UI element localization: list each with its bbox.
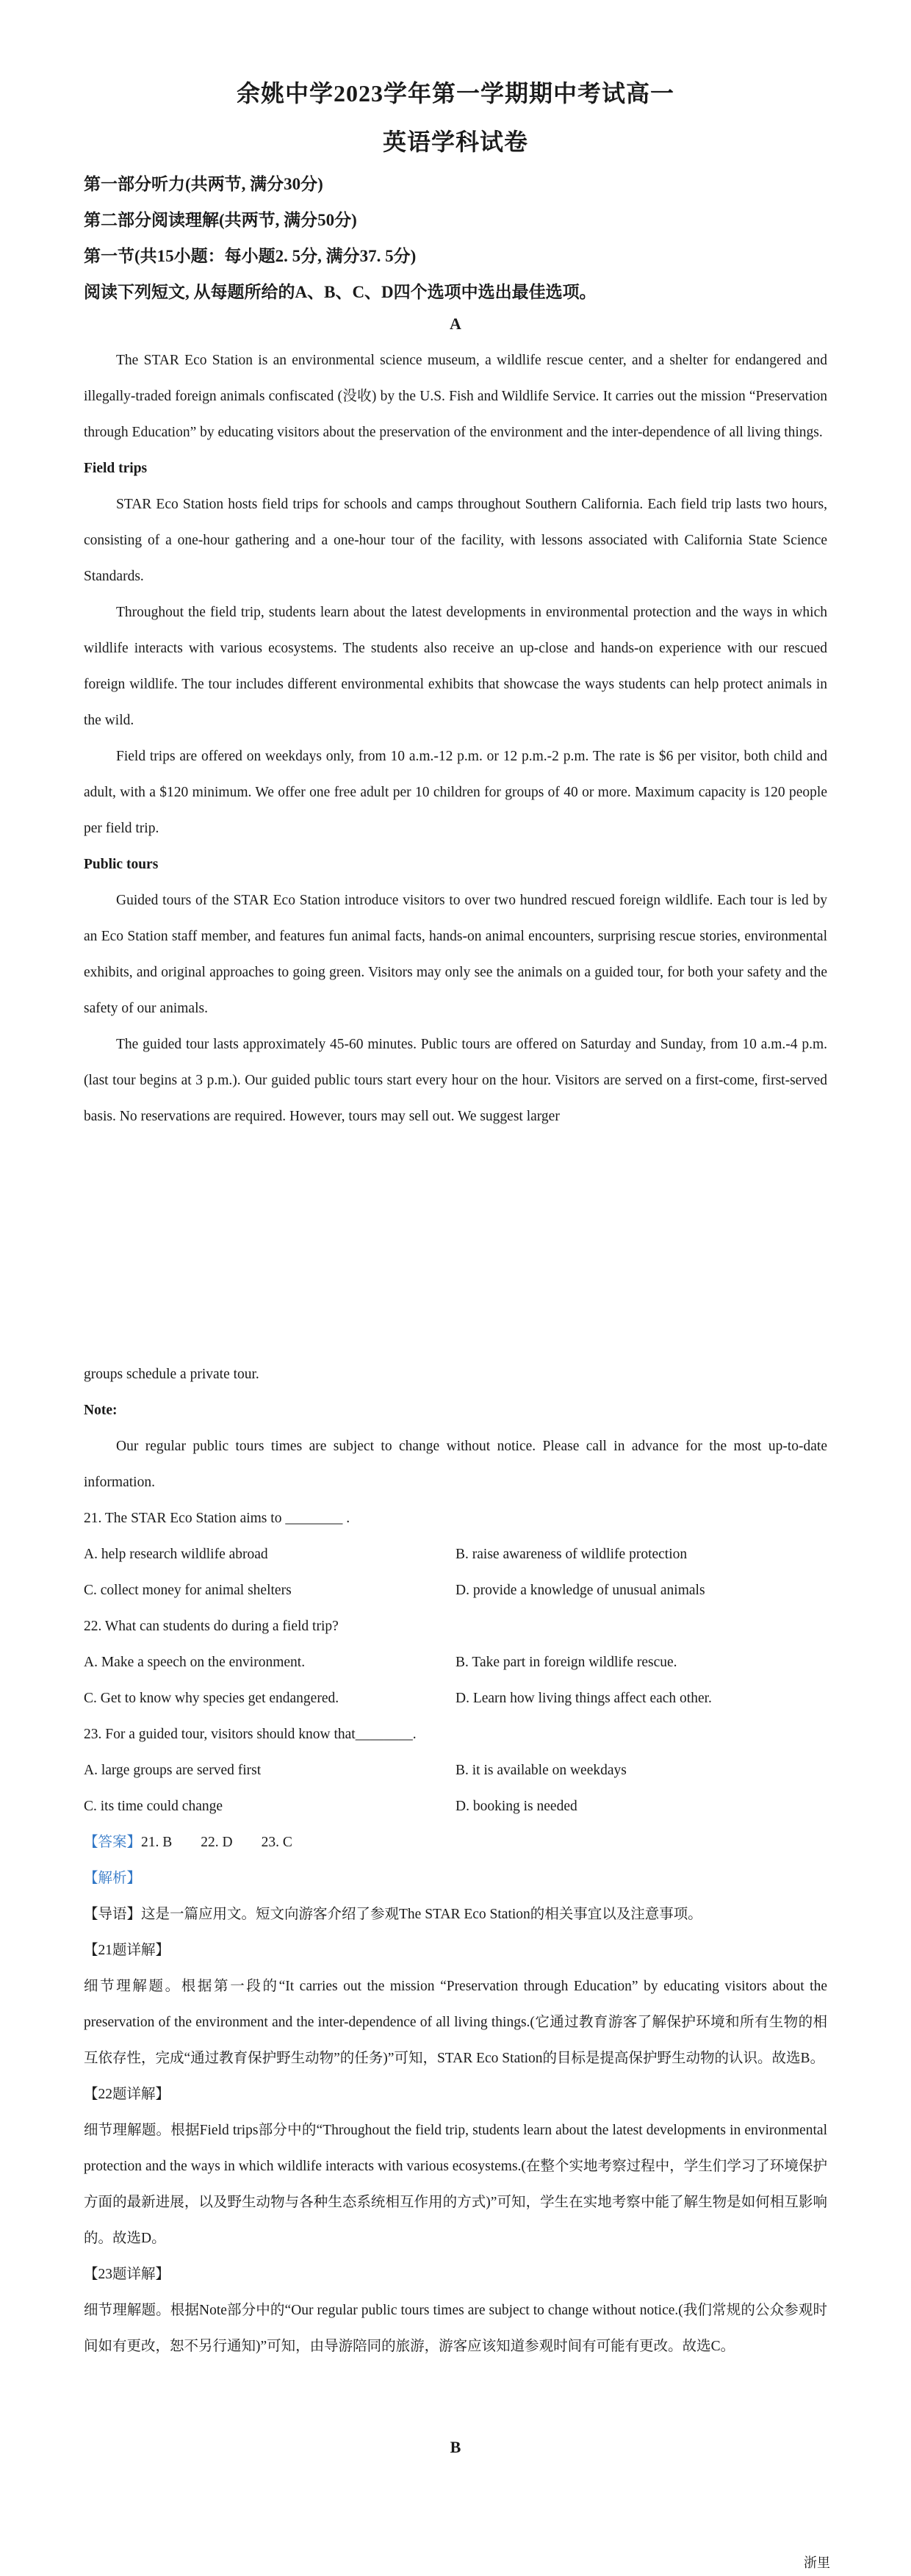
q22-explanation: 细节理解题。根据Field trips部分中的“Throughout the field trip, students learn about the latest developments in environmental protection and the ways in which wildlife interacts with various ecosystems.(在整个实地考察过程中，学生们学习了环境保护方面的最新进展，以及野生动物与各种生态系统相互作用的方式)”可知，学生在实地考察中能了解生物是如何相互影响的。故选D。: [84, 2123, 827, 2246]
exam-subtitle: 英语学科试卷: [382, 129, 528, 155]
instruction-text: 阅读下列短文, 从每题所给的A、B、C、D四个选项中选出最佳选项。: [84, 283, 597, 301]
passage-a-label: A: [450, 314, 461, 333]
passage-a-body: [84, 342, 827, 1134]
answer-values: 21. B 22. D 23. C: [141, 1835, 292, 1850]
option-b: B. Take part in foreign wildlife rescue.: [455, 1655, 677, 1670]
q21-heading: 【21题详解】: [84, 1943, 170, 1958]
option-d: D. Learn how living things affect each other.: [455, 1691, 712, 1706]
exam-title: 余姚中学2023学年第一学期期中考试高一: [236, 80, 674, 107]
question-stem: 21. The STAR Eco Station aims to ________ .: [84, 1511, 350, 1526]
passage-paragraph: Field trips are offered on weekdays only, from 10 a.m.-12 p.m. or 12 p.m.-2 p.m. The rate is $6 per visitor, both child and adult, with a $120 minimum. We offer one free adult per 10 children for groups of 40 or more. Maximum capacity is 120 people per field trip.: [84, 749, 827, 836]
passage-paragraph: groups schedule a private tour.: [84, 1367, 259, 1382]
passage-a-body-continued: [84, 1356, 827, 1500]
option-d: D. booking is needed: [455, 1799, 577, 1814]
question-stem: 22. What can students do during a field trip?: [84, 1619, 339, 1634]
option-c: C. collect money for animal shelters: [84, 1583, 292, 1598]
passage-paragraph: The STAR Eco Station is an environmental science museum, a wildlife rescue center, and a shelter for endangered and illegally-traded foreign animals confiscated (没收) by the U.S. Fish and Wildlife Service. It carries out the mission “Preservation through Education” by educating visitors about the preservation of the environment and the inter-dependence of all living things.: [84, 353, 827, 440]
question-21: [84, 1500, 827, 1608]
option-d: D. provide a knowledge of unusual animals: [455, 1583, 705, 1598]
guide-text: 【导语】这是一篇应用文。短文向游客介绍了参观The STAR Eco Station的相关事宜以及注意事项。: [84, 1907, 702, 1922]
passage-paragraph: Our regular public tours times are subject to change without notice. Please call in advance for the most up-to-date information.: [84, 1439, 827, 1490]
question-list: [84, 1500, 827, 1824]
question-23: [84, 1716, 827, 1824]
passage-paragraph: The guided tour lasts approximately 45-60 minutes. Public tours are offered on Saturday and Sunday, from 10 a.m.-4 p.m. (last tour begins at 3 p.m.). Our guided public tours start every hour on the hour. Visitors are served on a first-come, first-served basis. No reservations are required. However, tours may sell out. We suggest larger: [84, 1037, 827, 1124]
option-a: A. Make a speech on the environment.: [84, 1655, 306, 1670]
field-trips-heading: Field trips: [84, 461, 148, 476]
answer-label: 【答案】: [84, 1835, 142, 1850]
option-b: B. it is available on weekdays: [455, 1763, 627, 1778]
part1-heading: 第一部分听力(共两节, 满分30分): [84, 175, 323, 193]
passage-paragraph: Throughout the field trip, students learn about the latest developments in environmental protection and the ways in which wildlife interacts with various ecosystems. The students also receive an up-close and hands-on experience with our rescued foreign wildlife. The tour includes different environmental exhibits that showcase the ways students can help protect animals in the wild.: [84, 605, 827, 728]
q22-heading: 【22题详解】: [84, 2087, 170, 2102]
option-a: A. large groups are served first: [84, 1763, 262, 1778]
question-stem: 23. For a guided tour, visitors should know that________.: [84, 1727, 417, 1742]
option-a: A. help research wildlife abroad: [84, 1547, 268, 1562]
analysis-label: 【解析】: [84, 1871, 142, 1886]
passage-b-label: B: [450, 2438, 461, 2456]
footer-watermark: 浙里: [804, 2555, 830, 2571]
option-c: C. Get to know why species get endangered.: [84, 1691, 339, 1706]
option-c: C. its time could change: [84, 1799, 223, 1814]
section1-heading: 第一节(共15小题：每小题2. 5分, 满分37. 5分): [84, 247, 417, 265]
part2-heading: 第二部分阅读理解(共两节, 满分50分): [84, 211, 357, 229]
question-22: [84, 1608, 827, 1716]
q23-heading: 【23题详解】: [84, 2267, 170, 2282]
answer-section: [84, 1824, 827, 2364]
public-tours-heading: Public tours: [84, 857, 159, 872]
passage-paragraph: STAR Eco Station hosts field trips for schools and camps throughout Southern California. Each field trip lasts two hours, consisting of a one-hour gathering and a one-hour tour of the facility, with lessons associated with California State Science Standards.: [84, 497, 827, 584]
q23-explanation: 细节理解题。根据Note部分中的“Our regular public tours times are subject to change without notice.(我们常规的公众参观时间如有更改，恕不另行通知)”可知，由导游陪同的旅游，游客应该知道参观时间有可能有更改。故选C。: [84, 2303, 827, 2354]
answer-line: [84, 1824, 827, 1860]
note-heading: Note:: [84, 1403, 118, 1418]
q21-explanation: 细节理解题。根据第一段的“It carries out the mission “Preservation through Education” by educating visitors about the preservation of the environment and the inter-dependence of all living things.(它通过教育游客了解保护环境和所有生物的相互依存性，完成“通过教育保护野生动物”的任务)”可知，STAR Eco Station的目标是提高保护野生动物的认识。故选B。: [84, 1979, 827, 2066]
passage-paragraph: Guided tours of the STAR Eco Station introduce visitors to over two hundred rescued foreign wildlife. Each tour is led by an Eco Station staff member, and features fun animal facts, hands-on animal encounters, surprising rescue stories, environmental exhibits, and original approaches to going green. Visitors may only see the animals on a guided tour, for both your safety and the safety of our animals.: [84, 893, 827, 1016]
option-b: B. raise awareness of wildlife protection: [455, 1547, 688, 1562]
